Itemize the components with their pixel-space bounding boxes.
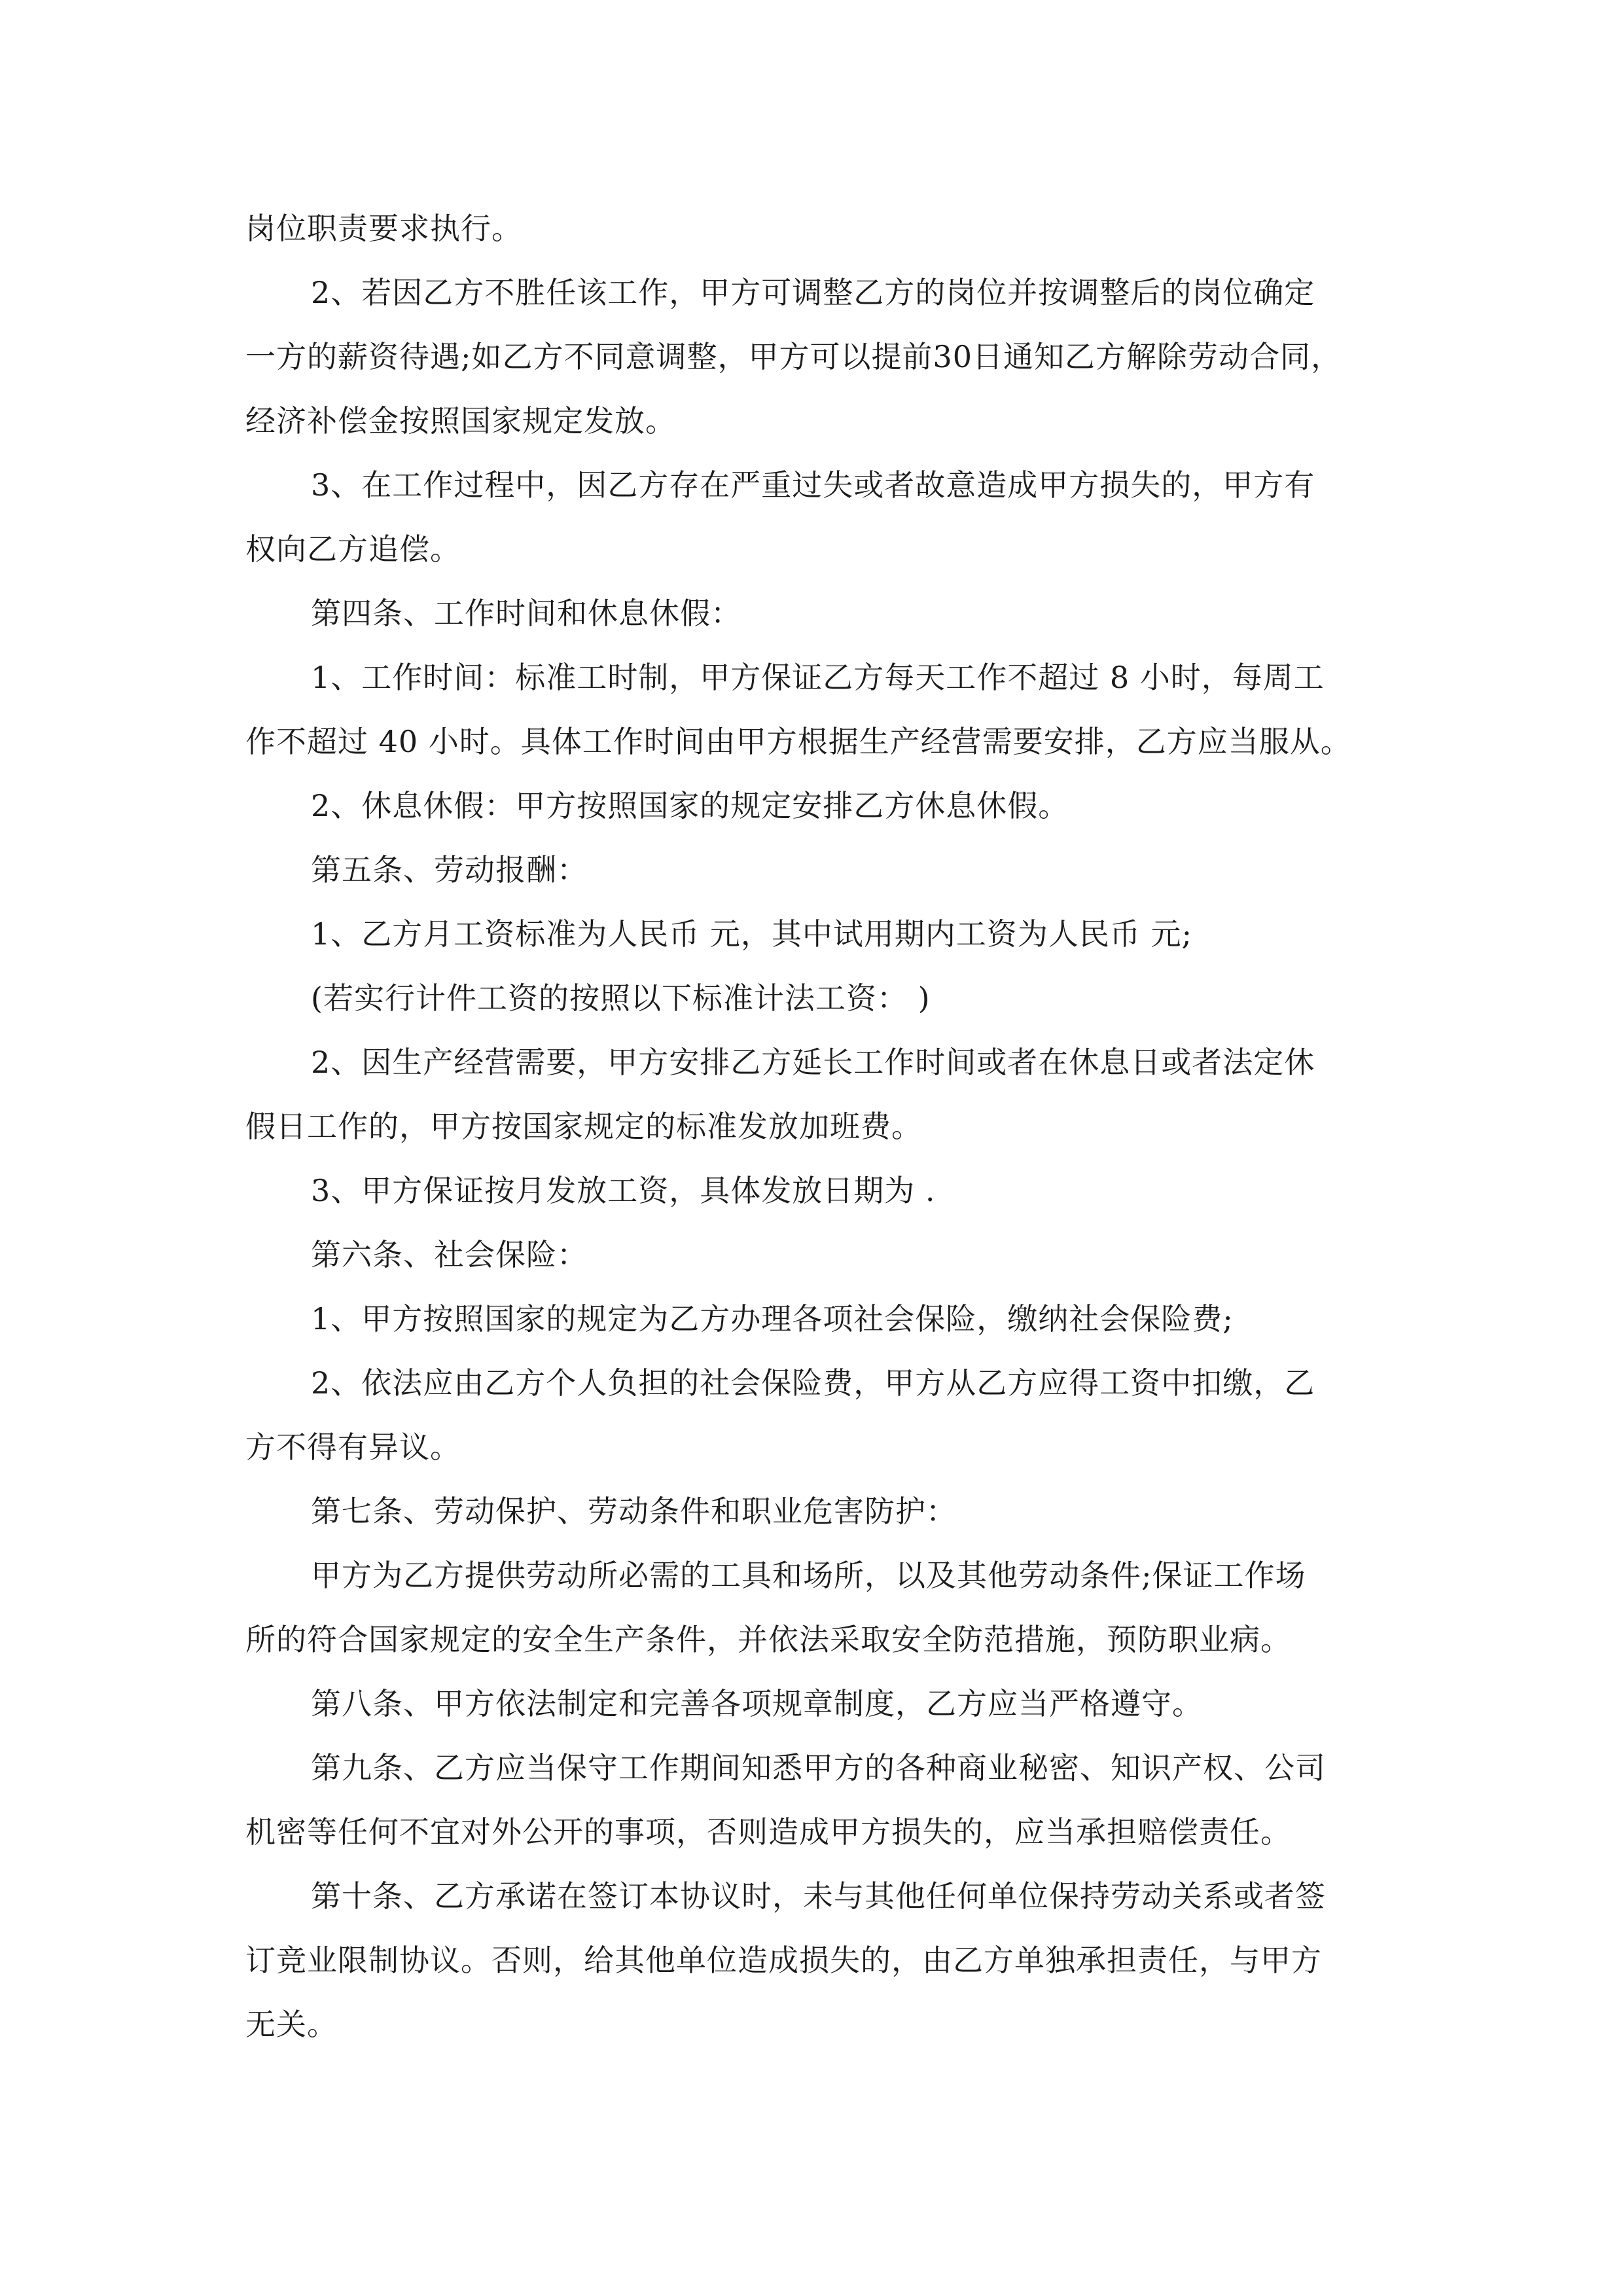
text-line: 第六条、社会保险： <box>311 1237 588 1272</box>
text-line: 2、依法应由乙方个人负担的社会保险费，甲方从乙方应得工资中扣缴，乙 <box>311 1365 1315 1401</box>
text-line: 所的符合国家规定的安全生产条件，并依法采取安全防范措施，预防职业病。 <box>245 1622 1291 1657</box>
text-line: 2、若因乙方不胜任该工作，甲方可调整乙方的岗位并按调整后的岗位确定 <box>311 275 1315 310</box>
text-line: 3、甲方保证按月发放工资，具体发放日期为 . <box>311 1173 936 1208</box>
text-line: 方不得有异议。 <box>245 1429 461 1465</box>
document-body <box>245 196 1397 2056</box>
text-line: 甲方为乙方提供劳动所必需的工具和场所，以及其他劳动条件;保证工作场 <box>311 1558 1306 1593</box>
text-line: 权向乙方追偿。 <box>245 531 461 567</box>
text-line: 无关。 <box>245 2007 338 2042</box>
text-line: 第十条、乙方承诺在签订本协议时，未与其他任何单位保持劳动关系或者签 <box>311 1878 1326 1914</box>
text-line: 第七条、劳动保护、劳动条件和职业危害防护： <box>311 1494 957 1529</box>
text-line: 机密等任何不宜对外公开的事项，否则造成甲方损失的，应当承担赔偿责任。 <box>245 1814 1291 1850</box>
text-line: 假日工作的，甲方按国家规定的标准发放加班费。 <box>245 1109 922 1144</box>
text-line: 岗位职责要求执行。 <box>245 211 522 246</box>
text-line: (若实行计件工资的按照以下标准计法工资： ) <box>311 980 931 1016</box>
text-line: 第五条、劳动报酬： <box>311 852 588 888</box>
text-line: 第八条、甲方依法制定和完善各项规章制度，乙方应当严格遵守。 <box>311 1686 1203 1721</box>
text-line: 2、休息休假：甲方按照国家的规定安排乙方休息休假。 <box>311 788 1069 823</box>
text-line: 1、乙方月工资标准为人民币 元，其中试用期内工资为人民币 元; <box>311 916 1193 952</box>
text-line: 一方的薪资待遇;如乙方不同意调整，甲方可以提前30日通知乙方解除劳动合同， <box>245 339 1342 374</box>
text-line: 2、因生产经营需要，甲方安排乙方延长工作时间或者在休息日或者法定休 <box>311 1045 1315 1080</box>
text-line: 作不超过 40 小时。具体工作时间由甲方根据生产经营需要安排，乙方应当服从。 <box>245 724 1351 759</box>
text-line: 1、甲方按照国家的规定为乙方办理各项社会保险，缴纳社会保险费; <box>311 1301 1234 1336</box>
text-line: 订竞业限制协议。否则，给其他单位造成损失的，由乙方单独承担责任，与甲方 <box>245 1943 1322 1978</box>
text-line: 1、工作时间：标准工时制，甲方保证乙方每天工作不超过 8 小时，每周工 <box>311 660 1325 695</box>
text-line: 第九条、乙方应当保守工作期间知悉甲方的各种商业秘密、知识产权、公司 <box>311 1750 1326 1785</box>
text-line: 第四条、工作时间和休息休假： <box>311 596 741 631</box>
text-line: 经济补偿金按照国家规定发放。 <box>245 403 676 439</box>
text-line: 3、在工作过程中，因乙方存在严重过失或者故意造成甲方损失的，甲方有 <box>311 467 1315 503</box>
